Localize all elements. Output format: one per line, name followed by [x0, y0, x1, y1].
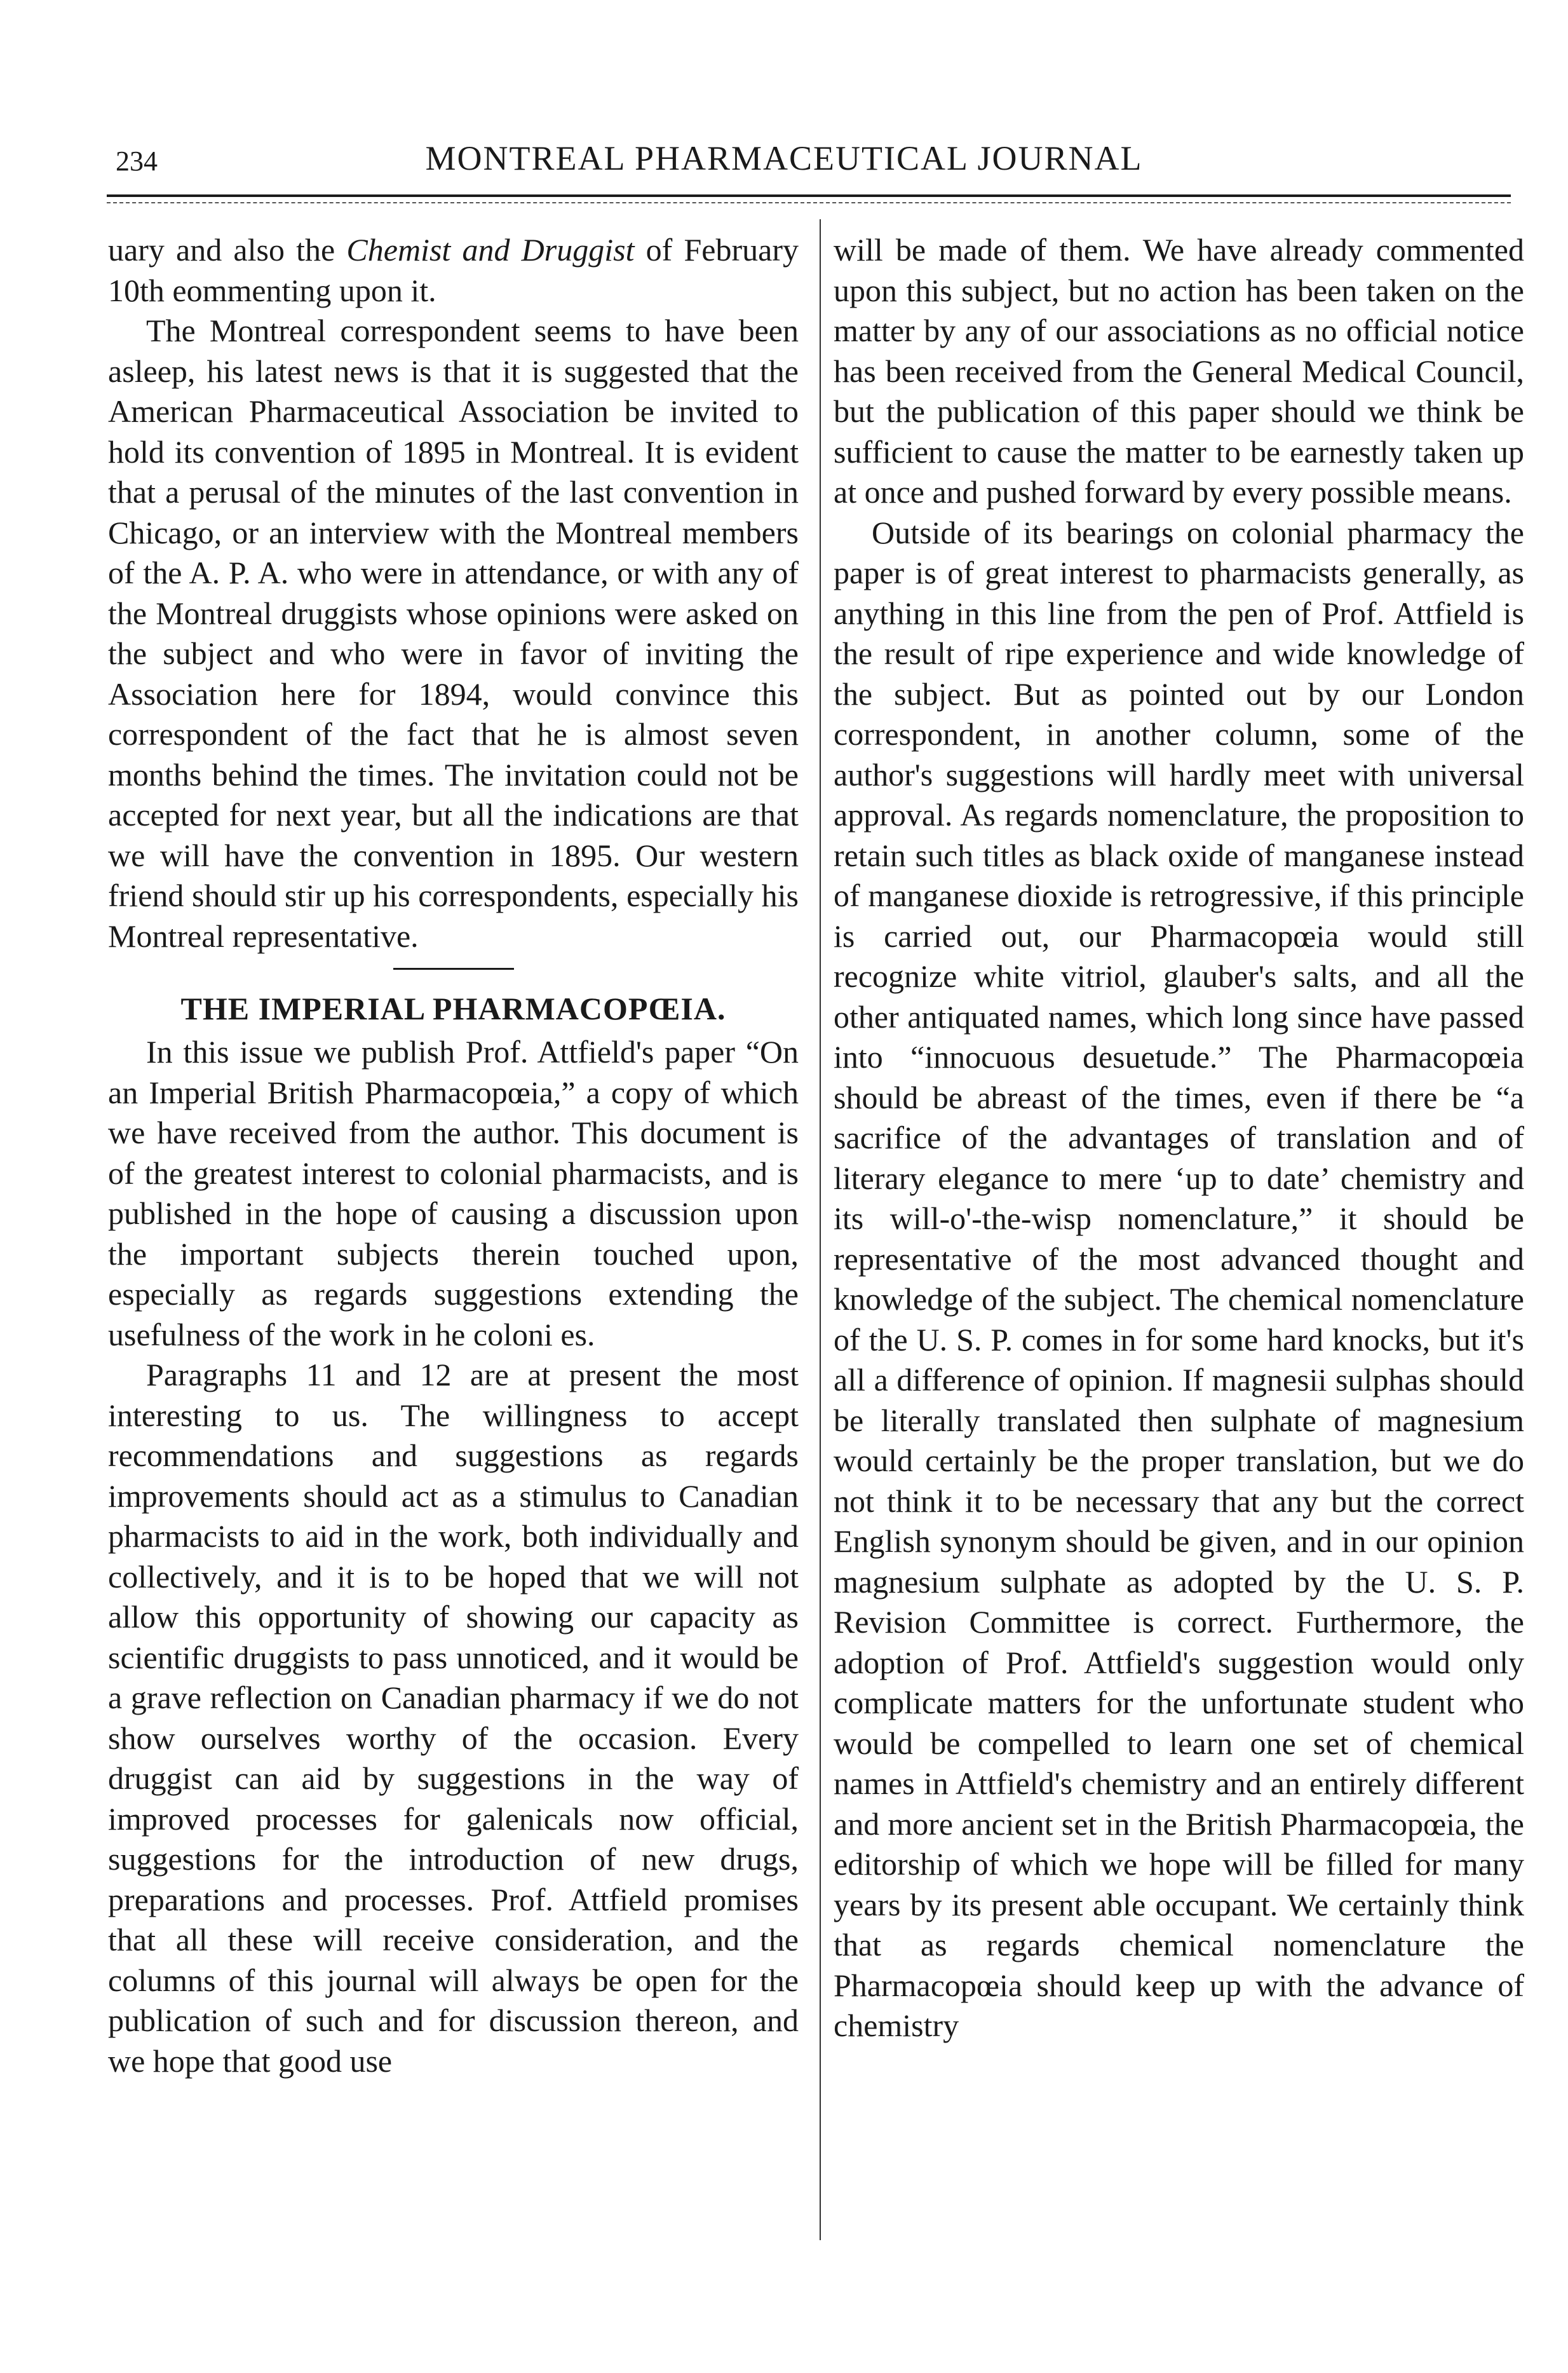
paragraph-montreal-correspondent: The Montreal correspondent seems to have been asleep, his latest news is that it is suggested that the American Pharmaceutical Association be invited to hold its convention of 1895 in Montreal. It is evident that a perusal of the minutes of the last convention in Chicago, or an interview with the Montreal members of the A. P. A. who were in attendance, or with any of the Montreal druggists whose opinions were asked on the subject and who were in favor of inviting the Association here for 1894, would convince this correspondent of the fact that he is almost seven months behind the times. The invitation could not be accepted for next year, but all the indications are that we will have the convention in 1895. Our western friend should stir up his correspondents, especially his Montreal representative.: [108, 313, 799, 954]
paragraph-text: of February 10th eommenting upon it.: [108, 232, 799, 308]
paragraph-nomenclature: Outside of its bearings on colonial pharmacy the paper is of great interest to pharmacists generally, as anything in this line from the pen of Prof. Attfield is the result of ripe experience and wide knowledge of the subject. But as pointed out by our London correspondent, in another column, some of the author's suggestions will hardly meet with universal approval. As regards nomenclature, the proposition to retain such titles as black oxide of manganese instead of manganese dioxide is retrogressive, if this principle is carried out, our Pharmacopœia would still recognize white vitriol, glauber's salts, and all the other antiquated names, which long since have passed into “innocuous desuetude.” The Pharmacopœia should be abreast of the times, even if there be “a sacrifice of the advantages of translation and of literary elegance to mere ‘up to date’ chemistry and its will-o'-the-wisp nomenclature,” it should be representative of the most advanced thought and knowledge of the subject. The chemical nomenclature of the U. S. P. comes in for some hard knocks, but it's all a difference of opinion. If magnesii sulphas should be literally translated then sulphate of magnesium would certainly be the proper translation, but we do not think it to be necessary that any but the correct English synonym should be given, and in our opinion magnesium sulphate as adopted by the U. S. P. Revision Committee is correct. Furthermore, the adoption of Prof. Attfield's suggestion would only complicate matters for the unfortunate student who would be compelled to learn one set of chemical names in Attfield's chemistry and an entirely different and more ancient set in the British Pharmacopœia, the editorship of which we hope will be filled for many years by its present able occupant. We certainly think that as regards chemical nomenclature the Pharmacopœia should keep up with the advance of chemistry: [834, 514, 1524, 2043]
paragraph-recommendations: Paragraphs 11 and 12 are at present the most interesting to us. The willingness to accept recommendations and suggestions as regards improvements should act as a stimulus to Canadian pharmacists to aid in the work, both individually and collectively, and it is to be hoped that we will not allow this opportunity of showing our capacity as scientific druggists to pass unnoticed, and it would be a grave reflection on Canadian pharmacy if we do not show ourselves worthy of the occasion. Every druggist can aid by suggestions in the way of improved processes for galenicals now official, suggestions for the introduction of new drugs, preparations and processes. Prof. Attfield promises that all these will receive consideration, and the columns of this journal will always be open for the publication of such and for discussion thereon, and we hope that good use: [108, 1357, 799, 2079]
publication-title: Chemist and Druggist: [346, 232, 635, 268]
paragraph-text: uary and also the: [108, 232, 347, 268]
right-column: [834, 230, 1524, 2046]
running-head-title: MONTREAL PHARMACEUTICAL JOURNAL: [425, 139, 1143, 177]
section-heading: THE IMPERIAL PHARMACOPŒIA.: [180, 991, 726, 1026]
header-rule: [107, 194, 1511, 197]
section-divider: [393, 968, 514, 970]
paragraph-continued: [108, 230, 799, 311]
page-number: 234: [116, 146, 158, 177]
header-rule-secondary: [107, 202, 1511, 203]
paragraph-imperial-intro: In this issue we publish Prof. Attfield's paper “On an Imperial British Pharmacopœia,” a copy of which we have received from the author. This document is of the greatest interest to colonial pharmacists, and is published in the hope of causing a discussion upon the important subjects therein touched upon, especially as regards suggestions extending the usefulness of the work in he coloni es.: [108, 1034, 799, 1352]
column-divider: [820, 219, 821, 2240]
paragraph-continued-right: will be made of them. We have already commented upon this subject, but no action has been taken on the matter by any of our associations as no official notice has been received from the General Medical Council, but the publication of this paper should we think be sufficient to cause the matter to be earnestly taken up at once and pushed forward by every possible means.: [834, 232, 1524, 510]
left-column: [108, 230, 799, 2081]
